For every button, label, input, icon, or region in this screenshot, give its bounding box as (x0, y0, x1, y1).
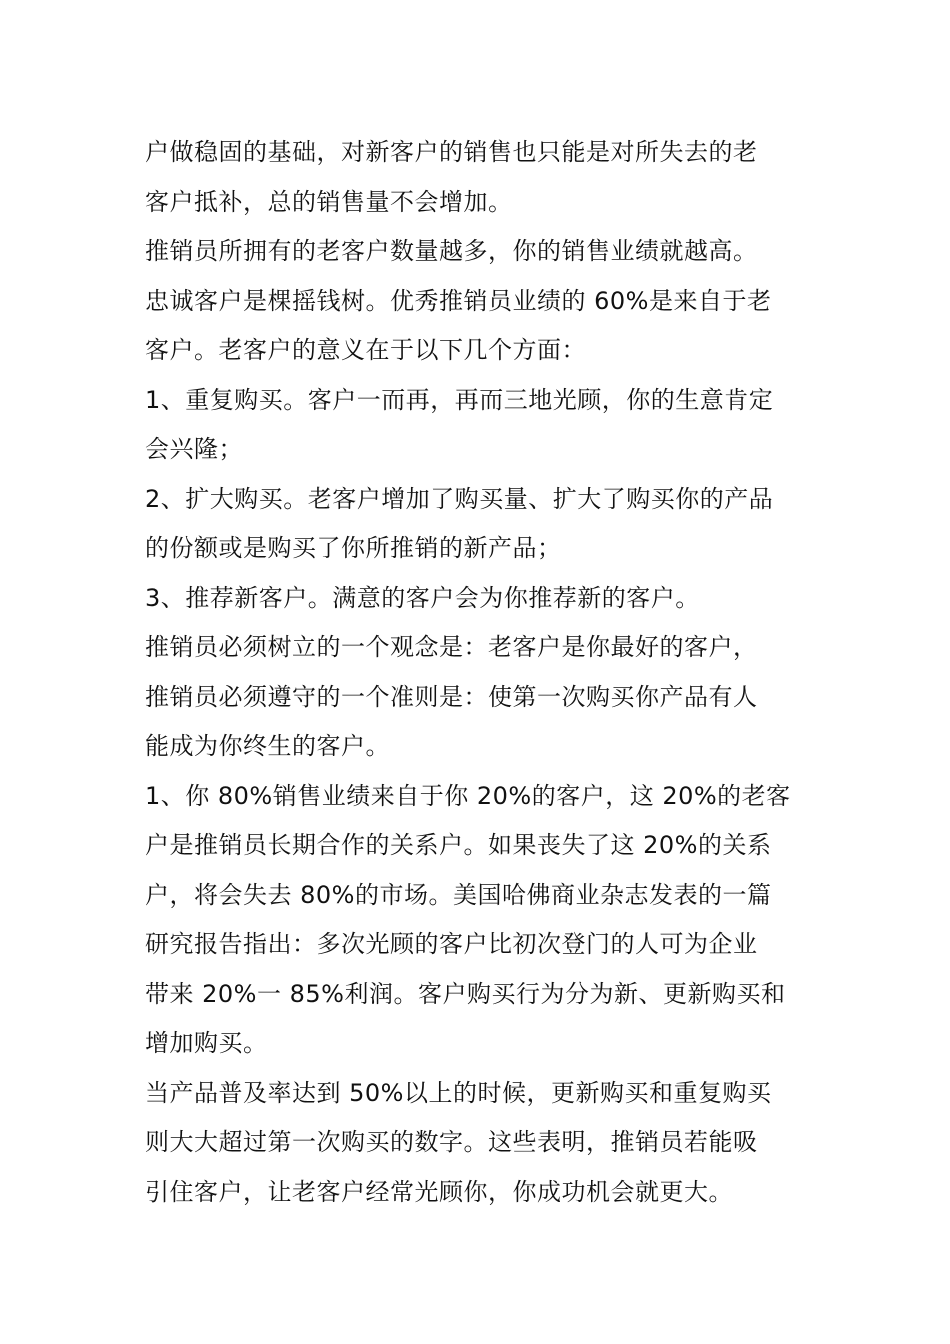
text-line: 会兴隆； (145, 435, 243, 463)
text-line: 增加购买。 (145, 1029, 268, 1057)
text-line: 推销员必须遵守的一个准则是：使第一次购买你产品有人 (145, 682, 758, 711)
text-line: 推销员必须树立的一个观念是：老客户是你最好的客户， (145, 633, 758, 661)
text-line: 客户。老客户的意义在于以下几个方面： (145, 336, 586, 364)
text-line: 当产品普及率达到 50%以上的时候，更新购买和重复购买 (145, 1078, 772, 1107)
text-line: 的份额或是购买了你所推销的新产品； (145, 534, 562, 562)
text-line: 1、重复购买。客户一而再，再而三地光顾，你的生意肯定 (145, 385, 774, 414)
text-line: 客户抵补，总的销售量不会增加。 (145, 187, 513, 216)
text-line: 研究报告指出：多次光顾的客户比初次登门的人可为企业 (145, 930, 758, 958)
text-line: 户做稳固的基础，对新客户的销售也只能是对所失去的老 (145, 138, 758, 166)
text-line: 能成为你终生的客户。 (145, 732, 390, 760)
text-line: 户是推销员长期合作的关系户。如果丧失了这 20%的关系 (145, 831, 772, 859)
text-line: 2、扩大购买。老客户增加了购买量、扩大了购买你的产品 (145, 484, 774, 513)
text-line: 带来 20%一 85%利润。客户购买行为分为新、更新购买和 (145, 979, 786, 1008)
text-line: 则大大超过第一次购买的数字。这些表明，推销员若能吸 (145, 1128, 758, 1156)
text-line: 忠诚客户是棵摇钱树。优秀推销员业绩的 60%是来自于老 (145, 286, 772, 315)
text-line: 户，将会失去 80%的市场。美国哈佛商业杂志发表的一篇 (145, 880, 772, 909)
text-line: 引住客户，让老客户经常光顾你，你成功机会就更大。 (145, 1177, 733, 1206)
text-line: 1、你 80%销售业绩来自于你 20%的客户，这 20%的老客 (145, 781, 791, 810)
text-line: 3、推荐新客户。满意的客户会为你推荐新的客户。 (145, 583, 700, 612)
text-line: 推销员所拥有的老客户数量越多，你的销售业绩就越高。 (145, 237, 758, 265)
document-body (145, 128, 810, 1217)
